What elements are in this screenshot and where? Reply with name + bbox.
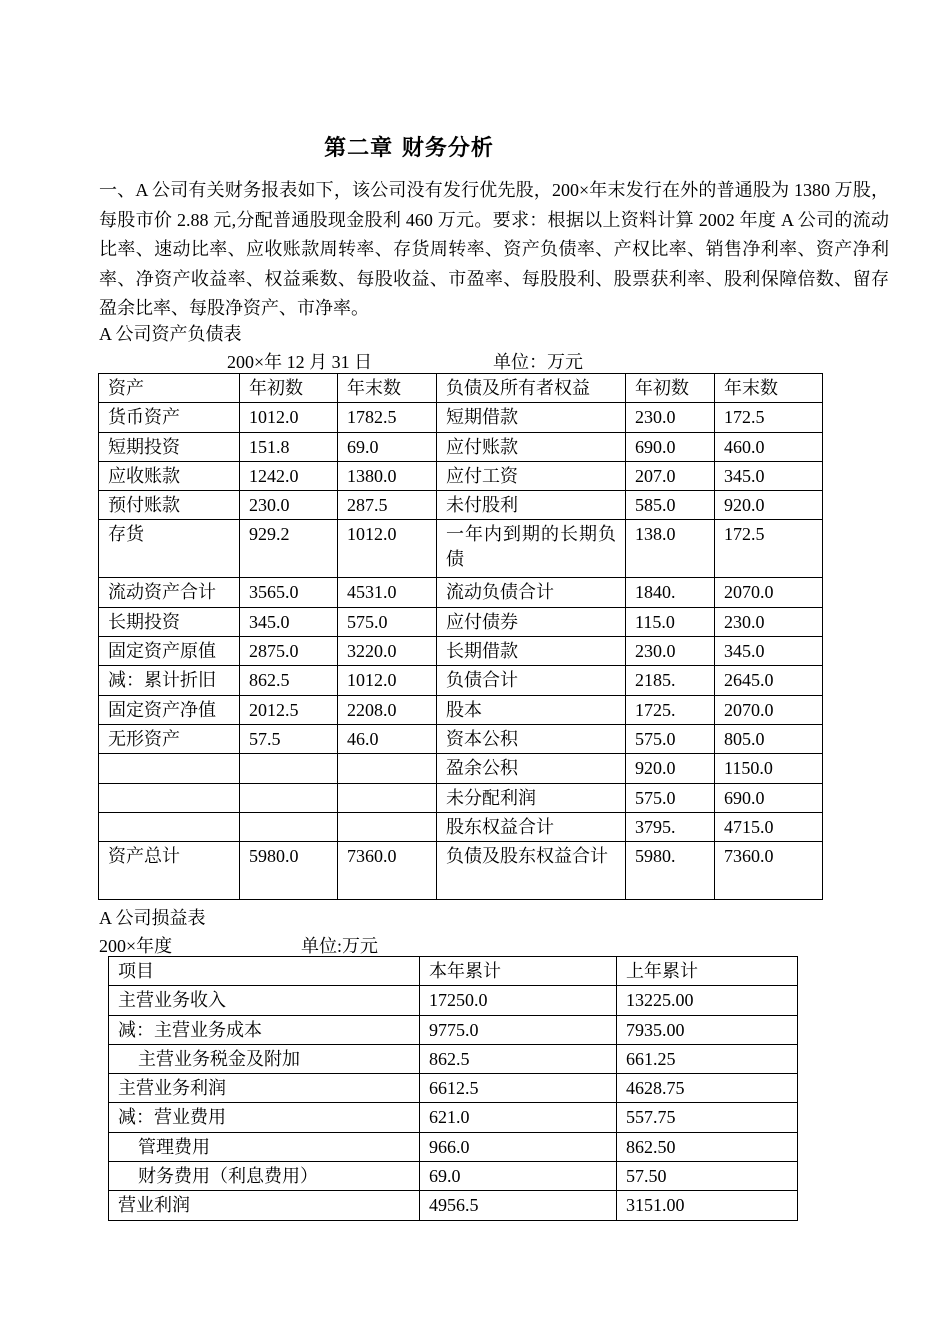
table-cell: 3220.0	[338, 637, 437, 666]
table-row	[99, 607, 823, 636]
table-row	[99, 461, 823, 490]
table-cell: 营业利润	[109, 1191, 420, 1220]
table-cell: 1012.0	[338, 666, 437, 695]
table-cell: 138.0	[626, 520, 715, 578]
table-cell	[99, 783, 240, 812]
table-row	[99, 520, 823, 578]
table-cell: 230.0	[626, 637, 715, 666]
table-cell: 805.0	[715, 724, 823, 753]
table-cell: 短期投资	[99, 432, 240, 461]
table-cell: 盈余公积	[437, 754, 626, 783]
table-cell: 负债合计	[437, 666, 626, 695]
table-row	[109, 1162, 798, 1191]
table-cell: 年末数	[338, 374, 437, 403]
table-cell: 年初数	[626, 374, 715, 403]
table-row	[109, 1103, 798, 1132]
table-row	[99, 783, 823, 812]
table-cell: 46.0	[338, 724, 437, 753]
table-cell: 资产总计	[99, 842, 240, 900]
table-cell	[99, 754, 240, 783]
table-cell: 5980.0	[240, 842, 338, 900]
table-cell	[338, 754, 437, 783]
table-cell: 1380.0	[338, 461, 437, 490]
table-cell: 预付账款	[99, 491, 240, 520]
income-statement-table	[108, 956, 798, 1221]
table-cell: 未付股利	[437, 491, 626, 520]
table-cell: 1840.	[626, 578, 715, 607]
table-cell: 应收账款	[99, 461, 240, 490]
table-cell: 4956.5	[420, 1191, 617, 1220]
table-cell: 862.50	[617, 1132, 798, 1161]
table-cell: 应付账款	[437, 432, 626, 461]
table-cell	[99, 812, 240, 841]
table-cell: 172.5	[715, 403, 823, 432]
table-cell: 货币资产	[99, 403, 240, 432]
table-row	[109, 1044, 798, 1073]
table-cell: 862.5	[420, 1044, 617, 1073]
table-cell: 主营业务收入	[109, 986, 420, 1015]
table-cell	[240, 783, 338, 812]
table-cell: 2070.0	[715, 695, 823, 724]
chapter-title: 第二章 财务分析	[324, 136, 494, 161]
table-cell: 3795.	[626, 812, 715, 841]
table-row	[109, 986, 798, 1015]
balance-sheet-unit: 单位：万元	[493, 352, 583, 372]
table-cell: 9775.0	[420, 1015, 617, 1044]
table-cell: 2070.0	[715, 578, 823, 607]
table-cell: 固定资产净值	[99, 695, 240, 724]
table-cell: 减：主营业务成本	[109, 1015, 420, 1044]
table-cell: 主营业务利润	[109, 1074, 420, 1103]
table-cell: 流动资产合计	[99, 578, 240, 607]
table-cell: 长期投资	[99, 607, 240, 636]
table-header-row	[109, 957, 798, 986]
table-cell: 1725.	[626, 695, 715, 724]
table-cell: 575.0	[338, 607, 437, 636]
table-cell: 929.2	[240, 520, 338, 578]
table-cell: 920.0	[626, 754, 715, 783]
table-cell: 57.50	[617, 1162, 798, 1191]
table-cell: 661.25	[617, 1044, 798, 1073]
table-cell: 287.5	[338, 491, 437, 520]
income-statement-unit: 单位:万元	[301, 936, 379, 956]
table-cell: 年初数	[240, 374, 338, 403]
table-row	[99, 637, 823, 666]
table-cell: 主营业务税金及附加	[109, 1044, 420, 1073]
table-row	[99, 754, 823, 783]
table-cell: 本年累计	[420, 957, 617, 986]
table-cell: 1012.0	[240, 403, 338, 432]
table-cell: 69.0	[338, 432, 437, 461]
table-cell: 4531.0	[338, 578, 437, 607]
table-cell: 7360.0	[715, 842, 823, 900]
table-cell: 230.0	[240, 491, 338, 520]
table-cell: 2875.0	[240, 637, 338, 666]
table-row	[109, 1015, 798, 1044]
balance-sheet-date: 200×年 12 月 31 日	[227, 352, 373, 372]
table-cell: 115.0	[626, 607, 715, 636]
table-cell: 460.0	[715, 432, 823, 461]
income-statement-period: 200×年度	[99, 936, 173, 956]
table-cell: 690.0	[715, 783, 823, 812]
table-cell: 财务费用（利息费用）	[109, 1162, 420, 1191]
table-row	[99, 578, 823, 607]
table-cell: 2208.0	[338, 695, 437, 724]
table-cell: 负债及股东权益合计	[437, 842, 626, 900]
table-cell: 690.0	[626, 432, 715, 461]
income-statement-caption: A 公司损益表	[99, 908, 206, 928]
table-cell: 无形资产	[99, 724, 240, 753]
table-cell: 5980.	[626, 842, 715, 900]
table-cell: 575.0	[626, 724, 715, 753]
table-cell: 862.5	[240, 666, 338, 695]
table-cell: 固定资产原值	[99, 637, 240, 666]
table-cell: 230.0	[626, 403, 715, 432]
table-cell: 172.5	[715, 520, 823, 578]
table-cell: 减：营业费用	[109, 1103, 420, 1132]
table-cell: 3565.0	[240, 578, 338, 607]
table-cell	[338, 812, 437, 841]
table-row	[99, 695, 823, 724]
table-cell: 585.0	[626, 491, 715, 520]
table-cell: 69.0	[420, 1162, 617, 1191]
table-cell	[240, 812, 338, 841]
table-cell: 575.0	[626, 783, 715, 812]
table-cell: 151.8	[240, 432, 338, 461]
table-row	[109, 1191, 798, 1220]
table-cell: 345.0	[715, 461, 823, 490]
table-cell: 3151.00	[617, 1191, 798, 1220]
table-cell: 2012.5	[240, 695, 338, 724]
table-cell: 存货	[99, 520, 240, 578]
table-cell: 13225.00	[617, 986, 798, 1015]
table-cell: 负债及所有者权益	[437, 374, 626, 403]
table-row	[109, 1074, 798, 1103]
table-cell: 7935.00	[617, 1015, 798, 1044]
table-cell: 减：累计折旧	[99, 666, 240, 695]
table-row	[99, 491, 823, 520]
table-row	[99, 724, 823, 753]
table-cell: 流动负债合计	[437, 578, 626, 607]
table-cell: 1782.5	[338, 403, 437, 432]
balance-sheet-caption: A 公司资产负债表	[99, 324, 242, 344]
table-cell: 207.0	[626, 461, 715, 490]
table-cell: 管理费用	[109, 1132, 420, 1161]
table-cell: 6612.5	[420, 1074, 617, 1103]
table-cell: 股东权益合计	[437, 812, 626, 841]
table-cell: 项目	[109, 957, 420, 986]
table-row	[99, 403, 823, 432]
table-cell: 4715.0	[715, 812, 823, 841]
table-cell: 未分配利润	[437, 783, 626, 812]
table-cell: 资本公积	[437, 724, 626, 753]
table-cell: 17250.0	[420, 986, 617, 1015]
table-cell: 股本	[437, 695, 626, 724]
table-header-row	[99, 374, 823, 403]
table-cell: 966.0	[420, 1132, 617, 1161]
table-cell: 345.0	[240, 607, 338, 636]
table-cell: 7360.0	[338, 842, 437, 900]
table-cell: 4628.75	[617, 1074, 798, 1103]
table-cell: 长期借款	[437, 637, 626, 666]
table-cell	[338, 783, 437, 812]
question-text: 一、A 公司有关财务报表如下，该公司没有发行优先股，200×年末发行在外的普通股为 1380 万股，每股市价 2.88 元,分配普通股现金股利 460 万元。要求：根据以上资料计算 2002 年度 A 公司的流动比率、速动比率、应收账款周转率、存货周转率、资产负债率、产权比率、销售净利率、资产净利率、净资产收益率、权益乘数、每股收益、市盈率、每股股利、股票获利率、股利保障倍数、留存盈余比率、每股净资产、市净率。	[99, 180, 889, 318]
table-row	[99, 812, 823, 841]
table-cell: 920.0	[715, 491, 823, 520]
table-cell: 应付债券	[437, 607, 626, 636]
table-cell: 上年累计	[617, 957, 798, 986]
table-cell: 资产	[99, 374, 240, 403]
table-cell: 2645.0	[715, 666, 823, 695]
table-row	[99, 842, 823, 900]
table-cell: 年末数	[715, 374, 823, 403]
table-cell: 1150.0	[715, 754, 823, 783]
table-cell: 短期借款	[437, 403, 626, 432]
table-cell: 557.75	[617, 1103, 798, 1132]
table-cell: 1242.0	[240, 461, 338, 490]
table-cell: 应付工资	[437, 461, 626, 490]
table-row	[99, 432, 823, 461]
balance-sheet-table	[98, 373, 823, 900]
table-cell: 1012.0	[338, 520, 437, 578]
table-row	[99, 666, 823, 695]
table-cell: 2185.	[626, 666, 715, 695]
table-cell	[240, 754, 338, 783]
table-cell: 230.0	[715, 607, 823, 636]
table-cell: 621.0	[420, 1103, 617, 1132]
table-cell: 57.5	[240, 724, 338, 753]
table-cell: 345.0	[715, 637, 823, 666]
table-cell: 一年内到期的长期负债	[437, 520, 626, 578]
table-row	[109, 1132, 798, 1161]
